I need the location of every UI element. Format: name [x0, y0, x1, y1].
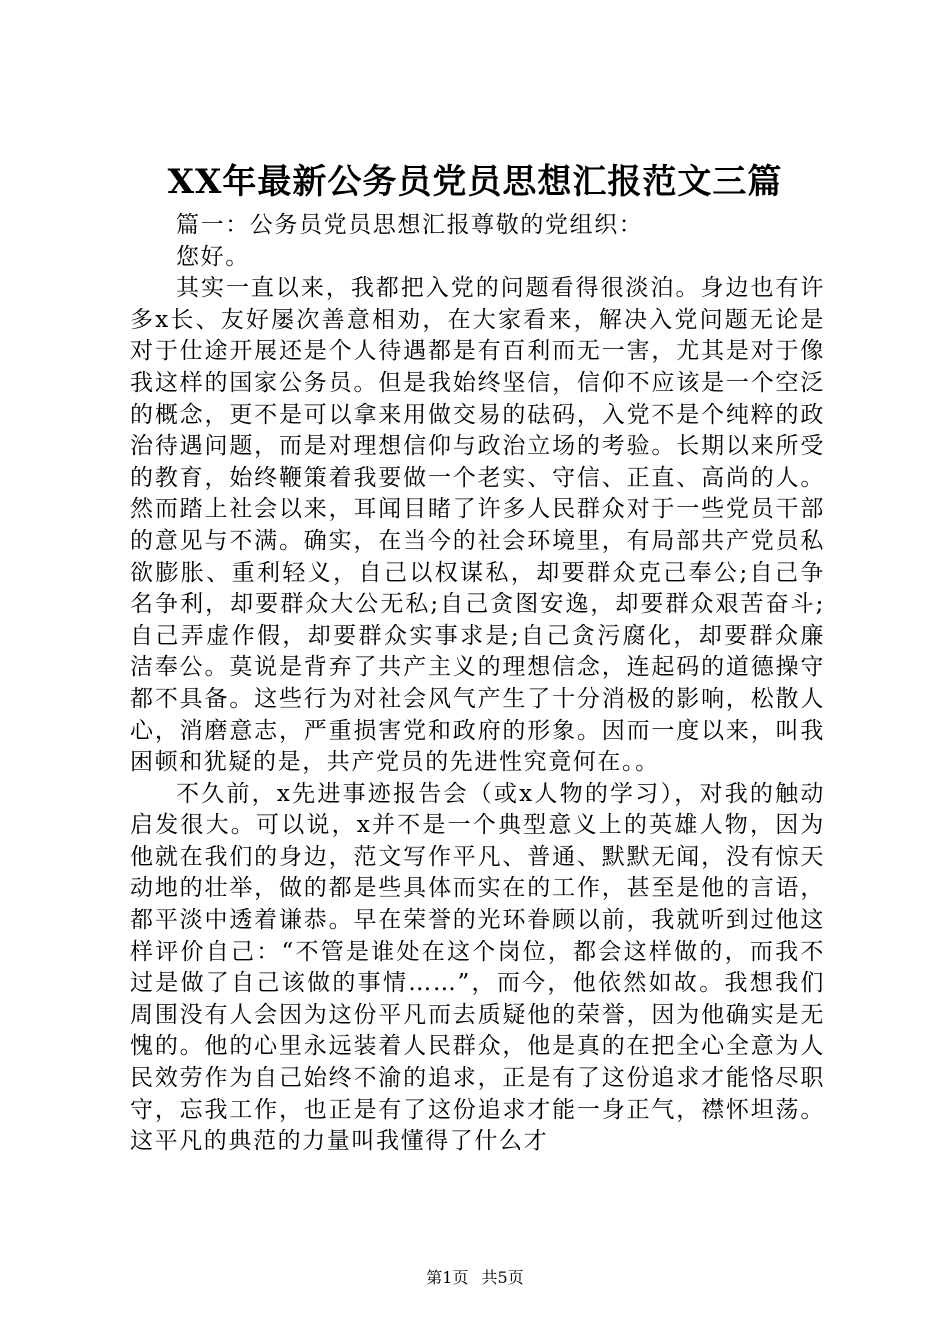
paragraph: 其实一直以来，我都把入党的问题看得很淡泊。身边也有许多x长、友好屡次善意相劝，在大家看来，解决入党问题无论是对于仕途开展还是个人待遇都是有百利而无一害，尤其是对于像我这样的国家公务员。但是我始终坚信，信仰不应该是一个空泛的概念，更不是可以拿来用做交易的砝码，入党不是个纯粹的政治待遇问题，而是对理想信仰与政治立场的考验。长期以来所受的教育，始终鞭策着我要做一个老实、守信、正直、高尚的人。然而踏上社会以来，耳闻目睹了许多人民群众对于一些党员干部的意见与不满。确实，在当今的社会环境里，有局部共产党员私欲膨胀、重利轻义，自己以权谋私，却要群众克己奉公;自己争名争利，却要群众大公无私;自己贪图安逸，却要群众艰苦奋斗;自己弄虚作假，却要群众实事求是;自己贪污腐化，却要群众廉洁奉公。莫说是背弃了共产主义的理想信念，连起码的道德操守都不具备。这些行为对社会风气产生了十分消极的影响，松散人心，消磨意志，严重损害党和政府的形象。因而一度以来，叫我困顿和犹疑的是，共产党员的先进性究竟何在。。	[130, 275, 825, 776]
document-body	[130, 210, 825, 1158]
paragraph-greeting: 您好。	[176, 243, 250, 270]
page-number: 第1页	[426, 1268, 469, 1287]
paragraph-heading: 篇一：公务员党员思想汇报尊敬的党组织：	[176, 212, 644, 238]
document-title: XX年最新公务员党员思想汇报范文三篇	[167, 162, 783, 202]
page-footer	[0, 1268, 950, 1288]
paragraph: 不久前，x先进事迹报告会（或x人物的学习），对我的触动启发很大。可以说，x并不是一个典型意义上的英雄人物，因为他就在我们的身边，范文写作平凡、普通、默默无闻，没有惊天动地的壮举，做的都是些具体而实在的工作，甚至是他的言语，都平淡中透着谦恭。早在荣誉的光环眷顾以前，我就听到过他这样评价自己：“不管是谁处在这个岗位，都会这样做的，而我不过是做了自己该做的事情……”，而今，他依然如故。我想我们周围没有人会因为这份平凡而去质疑他的荣誉，因为他确实是无愧的。他的心里永远装着人民群众，他是真的在把全心全意为人民效劳作为自己始终不渝的追求，正是有了这份追求才能恪尽职守，忘我工作，也正是有了这份追求才能一身正气，襟怀坦荡。这平凡的典范的力量叫我懂得了什么才	[130, 780, 825, 1155]
page-total: 共5页	[481, 1268, 524, 1287]
